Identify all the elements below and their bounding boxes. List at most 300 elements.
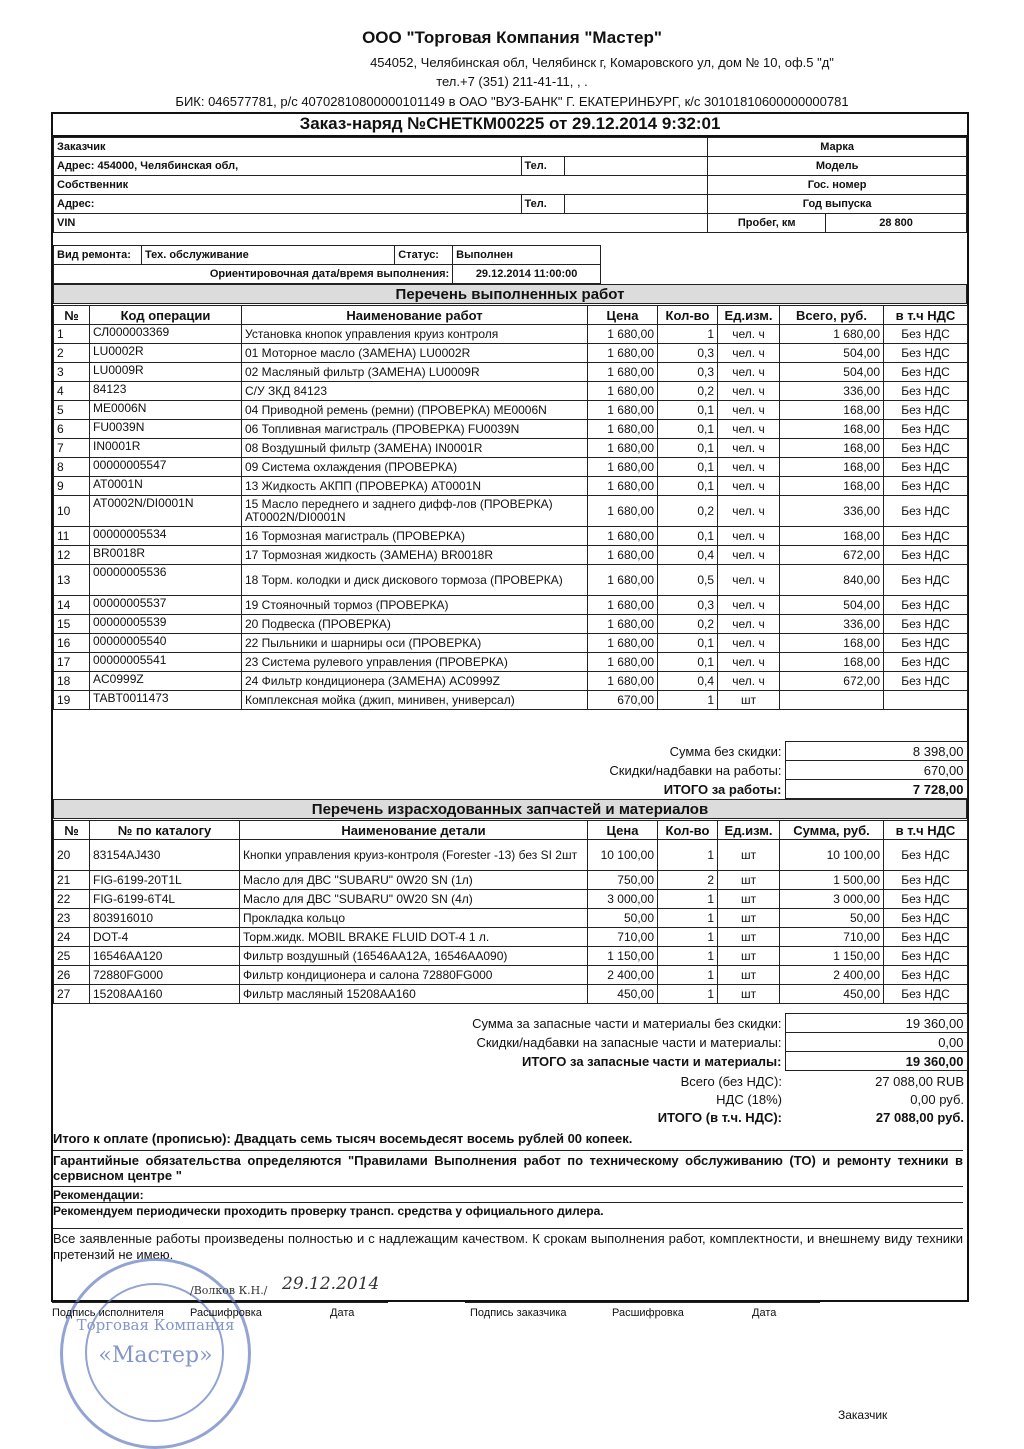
part-row-cell: 20: [54, 840, 90, 871]
work-row-cell: 04 Приводной ремень (ремни) (ПРОВЕРКА) ME0006N: [242, 401, 588, 420]
part-row-cell: 83154AJ430: [90, 840, 240, 871]
work-row-cell: [780, 691, 884, 710]
works-header-0: №: [54, 306, 90, 325]
part-row-cell: 16546AA120: [90, 947, 240, 966]
work-row-cell: чел. ч: [718, 344, 780, 363]
part-row-cell: 450,00: [588, 985, 658, 1004]
work-row-cell: IN0001R: [90, 439, 242, 458]
works-header-7: в т.ч НДС: [884, 306, 968, 325]
work-row-cell: Без НДС: [884, 477, 968, 496]
plate-label: Гос. номер: [708, 176, 967, 195]
work-row-cell: 0,1: [658, 401, 718, 420]
work-row: [54, 477, 968, 496]
company-phone: тел.+7 (351) 211-41-11, , .: [436, 74, 588, 89]
work-row-cell: 1 680,00: [588, 363, 658, 382]
part-row-cell: 2: [658, 871, 718, 890]
work-row: [54, 458, 968, 477]
part-row-cell: Фильтр воздушный (16546AA12A, 16546AA090): [240, 947, 588, 966]
work-row-cell: 06 Топливная магистраль (ПРОВЕРКА) FU0039N: [242, 420, 588, 439]
works-total-value: 7 728,00: [785, 780, 967, 799]
work-row-cell: С/У ЗКД 84123: [242, 382, 588, 401]
status-label: Статус:: [395, 246, 453, 265]
works-disc-value: 670,00: [785, 761, 967, 780]
works-sum-label: Сумма без скидки:: [669, 743, 782, 759]
company-address: 454052, Челябинская обл, Челябинск г, Комаровского ул, дом № 10, оф.5 "д": [370, 55, 834, 70]
work-row-cell: 1: [658, 691, 718, 710]
parts-header-4: Кол-во: [658, 821, 718, 840]
brand-label: Марка: [708, 138, 967, 157]
part-row-cell: Без НДС: [884, 966, 968, 985]
part-row-cell: Без НДС: [884, 890, 968, 909]
work-row-cell: 1 680,00: [588, 565, 658, 596]
work-row-cell: 168,00: [780, 439, 884, 458]
work-row-cell: 0,3: [658, 344, 718, 363]
work-row-cell: 20 Подвеска (ПРОВЕРКА): [242, 615, 588, 634]
executor-sign-caption: Подпись исполнителя: [52, 1307, 164, 1319]
work-row-cell: 1 680,00: [588, 401, 658, 420]
work-row: [54, 615, 968, 634]
work-row-cell: Установка кнопок управления круиз контроля: [242, 325, 588, 344]
work-row: [54, 325, 968, 344]
work-row-cell: 00000005541: [90, 653, 242, 672]
work-row-cell: 2: [54, 344, 90, 363]
work-row-cell: 11: [54, 527, 90, 546]
work-row-cell: Без НДС: [884, 565, 968, 596]
work-row-cell: 0,1: [658, 458, 718, 477]
part-row-cell: шт: [718, 890, 780, 909]
part-row-cell: 1: [658, 840, 718, 871]
recommendations-text: Рекомендуем периодически проходить проверку трансп. средства у официального дилера.: [53, 1202, 963, 1219]
work-row-cell: 168,00: [780, 477, 884, 496]
work-row-cell: 0,2: [658, 615, 718, 634]
part-row: [54, 890, 968, 909]
amount-in-words: Итого к оплате (прописью): Двадцать семь тысяч восемьдесят восемь рублей 00 копеек.: [53, 1131, 633, 1146]
parts-sum-label: Сумма за запасные части и материалы без скидки:: [472, 1015, 782, 1031]
work-row-cell: 0,5: [658, 565, 718, 596]
work-row-cell: Без НДС: [884, 496, 968, 527]
work-row-cell: чел. ч: [718, 615, 780, 634]
part-row-cell: 23: [54, 909, 90, 928]
work-row-cell: 14: [54, 596, 90, 615]
work-row-cell: Без НДС: [884, 439, 968, 458]
part-row-cell: DOT-4: [90, 928, 240, 947]
part-row-cell: шт: [718, 928, 780, 947]
works-header-1: Код операции: [90, 306, 242, 325]
work-row-cell: 0,1: [658, 439, 718, 458]
parts-disc-label: Скидки/надбавки на запасные части и материалы:: [476, 1034, 782, 1050]
work-row-cell: 10: [54, 496, 90, 527]
vat-label: НДС (18%): [716, 1091, 782, 1107]
executor-name: /Волков К.Н./: [190, 1284, 268, 1297]
part-row-cell: 27: [54, 985, 90, 1004]
work-row-cell: 1 680,00: [588, 527, 658, 546]
work-row-cell: 1 680,00: [588, 420, 658, 439]
work-row-cell: 336,00: [780, 382, 884, 401]
part-row-cell: 1: [658, 985, 718, 1004]
repair-type-label: Вид ремонта:: [54, 246, 142, 265]
work-row: [54, 363, 968, 382]
part-row-cell: шт: [718, 840, 780, 871]
part-row-cell: FIG-6199-6T4L: [90, 890, 240, 909]
work-row-cell: Без НДС: [884, 401, 968, 420]
work-row-cell: 18: [54, 672, 90, 691]
grand-total-value: 27 088,00 руб.: [875, 1109, 964, 1125]
work-row-cell: 00000005547: [90, 458, 242, 477]
work-row-cell: 13: [54, 565, 90, 596]
part-row-cell: 1: [658, 966, 718, 985]
work-row-cell: Без НДС: [884, 527, 968, 546]
work-row-cell: чел. ч: [718, 458, 780, 477]
work-row-cell: 00000005539: [90, 615, 242, 634]
work-row-cell: 8: [54, 458, 90, 477]
part-row-cell: 1 500,00: [780, 871, 884, 890]
part-row-cell: FIG-6199-20T1L: [90, 871, 240, 890]
work-row-cell: 168,00: [780, 401, 884, 420]
part-row-cell: Масло для ДВС "SUBARU" 0W20 SN (1л): [240, 871, 588, 890]
work-row-cell: Без НДС: [884, 672, 968, 691]
executor-decode-caption: Расшифровка: [190, 1307, 262, 1319]
part-row-cell: 2 400,00: [588, 966, 658, 985]
work-row-cell: 23 Система рулевого управления (ПРОВЕРКА): [242, 653, 588, 672]
work-row-cell: 19 Стояночный тормоз (ПРОВЕРКА): [242, 596, 588, 615]
work-row: [54, 653, 968, 672]
vat-value: 0,00 руб.: [910, 1091, 964, 1107]
work-row-cell: 08 Воздушный фильтр (ЗАМЕНА) IN0001R: [242, 439, 588, 458]
work-row-cell: 1 680,00: [780, 325, 884, 344]
novat-value: 27 088,00 RUB: [875, 1073, 964, 1089]
part-row-cell: Масло для ДВС "SUBARU" 0W20 SN (4л): [240, 890, 588, 909]
work-row-cell: чел. ч: [718, 672, 780, 691]
work-row-cell: 3: [54, 363, 90, 382]
parts-header-3: Цена: [588, 821, 658, 840]
work-row-cell: 1 680,00: [588, 615, 658, 634]
work-row: [54, 565, 968, 596]
work-row-cell: 672,00: [780, 546, 884, 565]
parts-header-1: № по каталогу: [90, 821, 240, 840]
work-row-cell: 840,00: [780, 565, 884, 596]
works-disc-label: Скидки/надбавки на работы:: [609, 762, 782, 778]
work-row-cell: чел. ч: [718, 401, 780, 420]
works-header-4: Кол-во: [658, 306, 718, 325]
work-row-cell: FU0039N: [90, 420, 242, 439]
work-row-cell: Без НДС: [884, 653, 968, 672]
part-row-cell: Фильтр масляный 15208AA160: [240, 985, 588, 1004]
work-row-cell: 18 Торм. колодки и диск дискового тормоза (ПРОВЕРКА): [242, 565, 588, 596]
part-row-cell: Без НДС: [884, 947, 968, 966]
owner-label: Собственник: [54, 176, 708, 195]
parts-header-2: Наименование детали: [240, 821, 588, 840]
company-bank: БИК: 046577781, р/с 40702810800000101149 в ОАО "ВУЗ-БАНК" Г. ЕКАТЕРИНБУРГ, к/с 30101810600000000781: [175, 94, 849, 109]
work-row-cell: 5: [54, 401, 90, 420]
mileage-label: Пробег, км: [708, 214, 826, 233]
work-row-cell: 24 Фильтр кондиционера (ЗАМЕНА) AC0999Z: [242, 672, 588, 691]
part-row-cell: Без НДС: [884, 840, 968, 871]
part-row: [54, 985, 968, 1004]
part-row-cell: 2 400,00: [780, 966, 884, 985]
parts-header-0: №: [54, 821, 90, 840]
work-row-cell: TABT0011473: [90, 691, 242, 710]
work-row-cell: 17 Тормозная жидкость (ЗАМЕНА) BR0018R: [242, 546, 588, 565]
work-row-cell: 336,00: [780, 496, 884, 527]
grand-totals: [53, 1072, 967, 1126]
part-row-cell: 1: [658, 890, 718, 909]
work-row-cell: чел. ч: [718, 527, 780, 546]
grand-total-label: ИТОГО (в т.ч. НДС):: [657, 1109, 782, 1125]
customer-label: Заказчик: [54, 138, 708, 157]
part-row-cell: 450,00: [780, 985, 884, 1004]
part-row-cell: 1 150,00: [780, 947, 884, 966]
work-row-cell: 0,4: [658, 546, 718, 565]
executor-sign-line: [52, 1302, 388, 1303]
work-row-cell: Без НДС: [884, 546, 968, 565]
handwritten-date: 29.12.2014: [282, 1274, 380, 1294]
warranty-text: Гарантийные обязательства определяются "Правилами Выполнения работ по техническому обслуживанию (ТО) и ремонту техники в сервисном центре ": [53, 1150, 963, 1183]
part-row: [54, 928, 968, 947]
work-row-cell: Без НДС: [884, 363, 968, 382]
work-row-cell: BR0018R: [90, 546, 242, 565]
part-row-cell: 750,00: [588, 871, 658, 890]
work-row-cell: Без НДС: [884, 420, 968, 439]
part-row-cell: 21: [54, 871, 90, 890]
part-row-cell: 10 100,00: [780, 840, 884, 871]
work-row-cell: 22 Пыльники и шарниры оси (ПРОВЕРКА): [242, 634, 588, 653]
part-row-cell: 710,00: [780, 928, 884, 947]
part-row: [54, 966, 968, 985]
work-row-cell: 16: [54, 634, 90, 653]
work-row-cell: 1 680,00: [588, 439, 658, 458]
work-row-cell: 4: [54, 382, 90, 401]
part-row: [54, 947, 968, 966]
part-row-cell: 15208AA160: [90, 985, 240, 1004]
work-row-cell: 19: [54, 691, 90, 710]
work-row: [54, 420, 968, 439]
work-row-cell: 1 680,00: [588, 458, 658, 477]
work-row-cell: Комплексная мойка (джип, минивен, универсал): [242, 691, 588, 710]
work-row-cell: AT0002N/DI0001N: [90, 496, 242, 527]
works-header-3: Цена: [588, 306, 658, 325]
work-row-cell: 504,00: [780, 363, 884, 382]
parts-table: [53, 820, 968, 1004]
work-row: [54, 546, 968, 565]
est-value: 29.12.2014 11:00:00: [453, 265, 601, 284]
work-row-cell: 0,2: [658, 496, 718, 527]
work-row-cell: 168,00: [780, 458, 884, 477]
work-row-cell: 1 680,00: [588, 344, 658, 363]
parts-title: Перечень израсходованных запчастей и материалов: [53, 799, 967, 819]
work-row-cell: чел. ч: [718, 546, 780, 565]
work-row: [54, 634, 968, 653]
works-summary: [53, 741, 968, 799]
tel-label: Тел.: [521, 157, 565, 176]
part-row-cell: Торм.жидк. MOBIL BRAKE FLUID DOT-4 1 л.: [240, 928, 588, 947]
part-row-cell: 50,00: [780, 909, 884, 928]
work-row-cell: 0,3: [658, 363, 718, 382]
repair-type-value: Тех. обслуживание: [141, 246, 394, 265]
works-header-2: Наименование работ: [242, 306, 588, 325]
work-row-cell: AC0999Z: [90, 672, 242, 691]
mileage-value: 28 800: [826, 214, 967, 233]
work-row-cell: 1 680,00: [588, 382, 658, 401]
work-row-cell: 1 680,00: [588, 477, 658, 496]
work-row-cell: 15: [54, 615, 90, 634]
work-row-cell: 0,1: [658, 653, 718, 672]
work-row-cell: 02 Масляный фильтр (ЗАМЕНА) LU0009R: [242, 363, 588, 382]
part-row-cell: Без НДС: [884, 985, 968, 1004]
work-row-cell: 01 Моторное масло (ЗАМЕНА) LU0002R: [242, 344, 588, 363]
company-name: ООО "Торговая Компания "Мастер": [362, 28, 662, 47]
acceptance-statement: Все заявленные работы произведены полностью и с надлежащим качеством. К срокам выполнения работ, комплектности, и внешнему виду техники претензий не имею.: [53, 1228, 963, 1263]
part-row-cell: 1: [658, 947, 718, 966]
part-row-cell: шт: [718, 966, 780, 985]
parts-header-5: Ед.изм.: [718, 821, 780, 840]
work-row: [54, 344, 968, 363]
address-label: Адрес: 454000, Челябинская обл,: [54, 157, 522, 176]
work-row-cell: чел. ч: [718, 596, 780, 615]
part-row-cell: шт: [718, 871, 780, 890]
work-row-cell: Без НДС: [884, 458, 968, 477]
parts-header-6: Сумма, руб.: [780, 821, 884, 840]
part-row-cell: Без НДС: [884, 871, 968, 890]
work-row: [54, 691, 968, 710]
works-sum-value: 8 398,00: [785, 742, 967, 761]
work-row-cell: Без НДС: [884, 615, 968, 634]
work-row-cell: Без НДС: [884, 382, 968, 401]
work-row: [54, 382, 968, 401]
work-row-cell: AT0001N: [90, 477, 242, 496]
work-row-cell: 1 680,00: [588, 546, 658, 565]
part-row-cell: 72880FG000: [90, 966, 240, 985]
work-row-cell: 0,1: [658, 420, 718, 439]
customer-date-caption: Дата: [752, 1307, 777, 1319]
work-row: [54, 496, 968, 527]
work-row: [54, 401, 968, 420]
customer-decode-caption: Расшифровка: [612, 1307, 684, 1319]
status-value: Выполнен: [453, 246, 601, 265]
work-row-cell: 1: [54, 325, 90, 344]
work-row-cell: 1: [658, 325, 718, 344]
work-row-cell: 1 680,00: [588, 496, 658, 527]
footer-customer: Заказчик: [838, 1408, 888, 1422]
work-row-cell: 0,1: [658, 634, 718, 653]
work-row-cell: 1 680,00: [588, 672, 658, 691]
part-row-cell: Без НДС: [884, 928, 968, 947]
work-row-cell: Без НДС: [884, 344, 968, 363]
repair-table: [53, 245, 601, 284]
part-row-cell: 22: [54, 890, 90, 909]
part-row-cell: шт: [718, 985, 780, 1004]
parts-sum-value: 19 360,00: [785, 1014, 967, 1033]
customer-sign-caption: Подпись заказчика: [470, 1307, 567, 1319]
work-row: [54, 527, 968, 546]
work-row-cell: 00000005540: [90, 634, 242, 653]
part-row-cell: 24: [54, 928, 90, 947]
work-row: [54, 596, 968, 615]
work-row-cell: Без НДС: [884, 634, 968, 653]
work-row-cell: чел. ч: [718, 653, 780, 672]
part-row-cell: Прокладка кольцо: [240, 909, 588, 928]
part-row-cell: 3 000,00: [780, 890, 884, 909]
part-row-cell: 710,00: [588, 928, 658, 947]
work-row-cell: 168,00: [780, 634, 884, 653]
work-row-cell: 670,00: [588, 691, 658, 710]
work-row-cell: 7: [54, 439, 90, 458]
part-row-cell: шт: [718, 947, 780, 966]
work-row-cell: чел. ч: [718, 634, 780, 653]
work-row-cell: 672,00: [780, 672, 884, 691]
work-row-cell: 1 680,00: [588, 596, 658, 615]
work-row-cell: чел. ч: [718, 363, 780, 382]
work-row-cell: 1 680,00: [588, 634, 658, 653]
work-row-cell: [884, 691, 968, 710]
customer-sign-line: [465, 1302, 820, 1303]
part-row-cell: 1: [658, 909, 718, 928]
work-row-cell: шт: [718, 691, 780, 710]
executor-date-caption: Дата: [330, 1307, 355, 1319]
work-row-cell: 16 Тормозная магистраль (ПРОВЕРКА): [242, 527, 588, 546]
work-row-cell: 12: [54, 546, 90, 565]
work-row-cell: 13 Жидкость АКПП (ПРОВЕРКА) AT0001N: [242, 477, 588, 496]
part-row-cell: 1: [658, 928, 718, 947]
recommendations-label: Рекомендации:: [53, 1186, 963, 1203]
info-table: [53, 137, 967, 233]
work-row-cell: чел. ч: [718, 325, 780, 344]
work-row-cell: 15 Масло переднего и заднего дифф-лов (ПРОВЕРКА) AT0002N/DI0001N: [242, 496, 588, 527]
work-row-cell: LU0009R: [90, 363, 242, 382]
work-row-cell: СЛ000003369: [90, 325, 242, 344]
work-row-cell: чел. ч: [718, 420, 780, 439]
parts-summary: [53, 1013, 968, 1071]
part-row: [54, 871, 968, 890]
part-row: [54, 909, 968, 928]
work-row-cell: чел. ч: [718, 496, 780, 527]
work-row-cell: Без НДС: [884, 325, 968, 344]
work-row-cell: 504,00: [780, 596, 884, 615]
parts-total-value: 19 360,00: [785, 1052, 967, 1071]
work-row-cell: 0,3: [658, 596, 718, 615]
work-row-cell: чел. ч: [718, 439, 780, 458]
part-row-cell: Фильтр кондиционера и салона 72880FG000: [240, 966, 588, 985]
work-row-cell: 00000005534: [90, 527, 242, 546]
stamp-text-company: Торговая Компания: [76, 1316, 235, 1334]
work-row-cell: 504,00: [780, 344, 884, 363]
novat-label: Всего (без НДС):: [680, 1073, 782, 1089]
work-row-cell: 0,4: [658, 672, 718, 691]
work-row-cell: 0,2: [658, 382, 718, 401]
stamp-text-master: «Мастер»: [98, 1343, 213, 1368]
work-row-cell: 168,00: [780, 527, 884, 546]
part-row-cell: 26: [54, 966, 90, 985]
parts-disc-value: 0,00: [785, 1033, 967, 1052]
part-row-cell: Без НДС: [884, 909, 968, 928]
work-row-cell: ME0006N: [90, 401, 242, 420]
work-row-cell: чел. ч: [718, 565, 780, 596]
parts-total-label: ИТОГО за запасные части и материалы:: [522, 1053, 782, 1069]
part-row-cell: 10 100,00: [588, 840, 658, 871]
work-row-cell: 9: [54, 477, 90, 496]
part-row-cell: 1 150,00: [588, 947, 658, 966]
vin-label: VIN: [54, 214, 708, 233]
works-title: Перечень выполненных работ: [53, 284, 967, 304]
work-row-cell: 0,1: [658, 477, 718, 496]
work-row-cell: 84123: [90, 382, 242, 401]
work-row-cell: 00000005537: [90, 596, 242, 615]
part-row-cell: 3 000,00: [588, 890, 658, 909]
year-label: Год выпуска: [708, 195, 967, 214]
work-row-cell: 1 680,00: [588, 653, 658, 672]
est-label: Ориентировочная дата/время выполнения:: [54, 265, 453, 284]
parts-header-7: в т.ч НДС: [884, 821, 968, 840]
work-row-cell: 336,00: [780, 615, 884, 634]
